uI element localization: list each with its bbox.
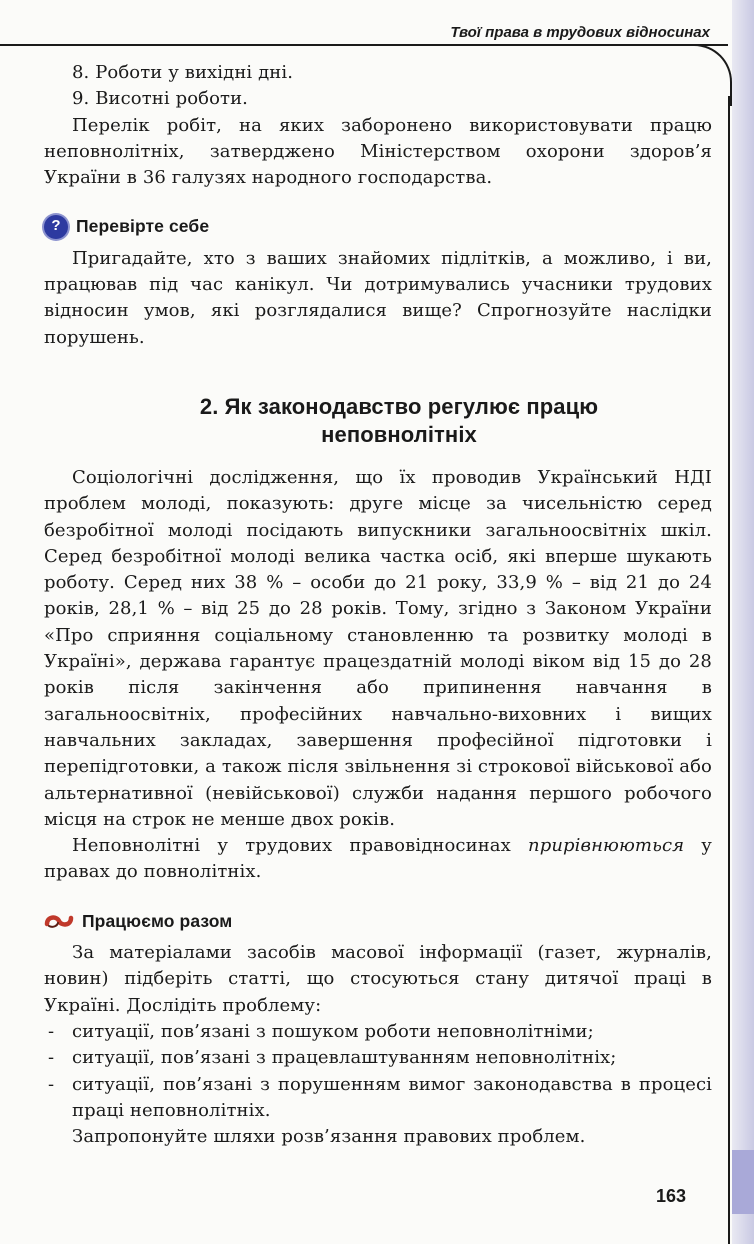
section-paragraph-2 — [44, 833, 712, 886]
page-edge-tab — [732, 1150, 754, 1214]
section-title — [86, 393, 712, 449]
check-yourself-text: Пригадайте, хто з ваших знайомих підлітків, а можливо, і ви, працював під час канікул. Чи дотримувались учасники трудових відносин умов, які розглядалися вище? Спрогнозуйте наслідки порушень. — [44, 247, 712, 348]
section-title-line1: 2. Як законодавство регулює працю — [199, 393, 599, 419]
problem-list — [44, 1019, 712, 1124]
page-edge-bar — [732, 0, 754, 1244]
header-rule — [0, 44, 728, 46]
intro-paragraph: Перелік робіт, на яких заборонено використовувати працю неповнолітніх, затверджено Міністерством охорони здоров’я України в 36 галузях народного господарства. — [44, 114, 712, 189]
frame-rule — [728, 96, 730, 1244]
work-together-text: За матеріалами засобів масової інформації (газет, журналів, новин) підберіть статті, що стосуються стану дитячої праці в Україні. Дослідіть проблему: — [44, 942, 712, 1016]
para2-text-after: у правах до повнолітніх. — [44, 835, 713, 883]
list-item: - ситуації, пов’язані з працевлаштуванням неповнолітніх; — [44, 1045, 712, 1071]
section-paragraph-1: Соціологічні дослідження, що їх проводив Український НДІ проблем молоді, показують: друге місце за чисельністю серед безробітної молоді посідають випускники загальноосвітніх шкіл. Серед безробітної молоді велика частка осіб, які вперше шукають роботу. Серед них 38 % – особи до 21 року, 33,9 % – від 21 до 24 років, 28,1 % – від 25 до 28 років. Тому, згідно з Законом України «Про сприяння соціальному становленню та розвитку молоді в Україні», держава гарантує працездатній молоді віком від 15 до 28 років після закінчення або припинення навчання в загальноосвітніх, професійних навчально-виховних і вищих навчальних закладах, завершення професійної підготовки і перепідготовки, а також після звільнення зі строкової військової або альтернативної (невійськової) служби надання першого робочого місця на строк не менше двох років. — [44, 466, 712, 830]
chain-icon — [44, 912, 74, 930]
work-together-heading — [44, 908, 712, 934]
page-number: 163 — [656, 1186, 687, 1206]
para2-text-before: Неповнолітні у трудових правовідносинах — [72, 835, 528, 857]
list-item-9: 9. Висотні роботи. — [72, 88, 248, 110]
work-together-title: Працюємо разом — [82, 910, 233, 931]
list-item: - ситуації, пов’язані з порушенням вимог законодавства в процесі праці неповнолітніх. — [44, 1072, 712, 1125]
question-icon: ? — [44, 215, 68, 239]
check-yourself-title: Перевірте себе — [76, 216, 210, 237]
check-yourself-heading — [44, 213, 712, 239]
page-content — [44, 60, 712, 1150]
list-item-8: 8. Роботи у вихідні дні. — [72, 62, 294, 83]
running-header: Твої права в трудових відносинах — [450, 24, 710, 41]
closing-text: Запропонуйте шляхи розв’язання правових проблем. — [72, 1126, 586, 1148]
list-item: - ситуації, пов’язані з пошуком роботи неповнолітніми; — [44, 1019, 712, 1045]
para2-emphasis: прирівнюються — [528, 835, 685, 857]
section-title-line2: неповнолітніх — [321, 421, 477, 447]
